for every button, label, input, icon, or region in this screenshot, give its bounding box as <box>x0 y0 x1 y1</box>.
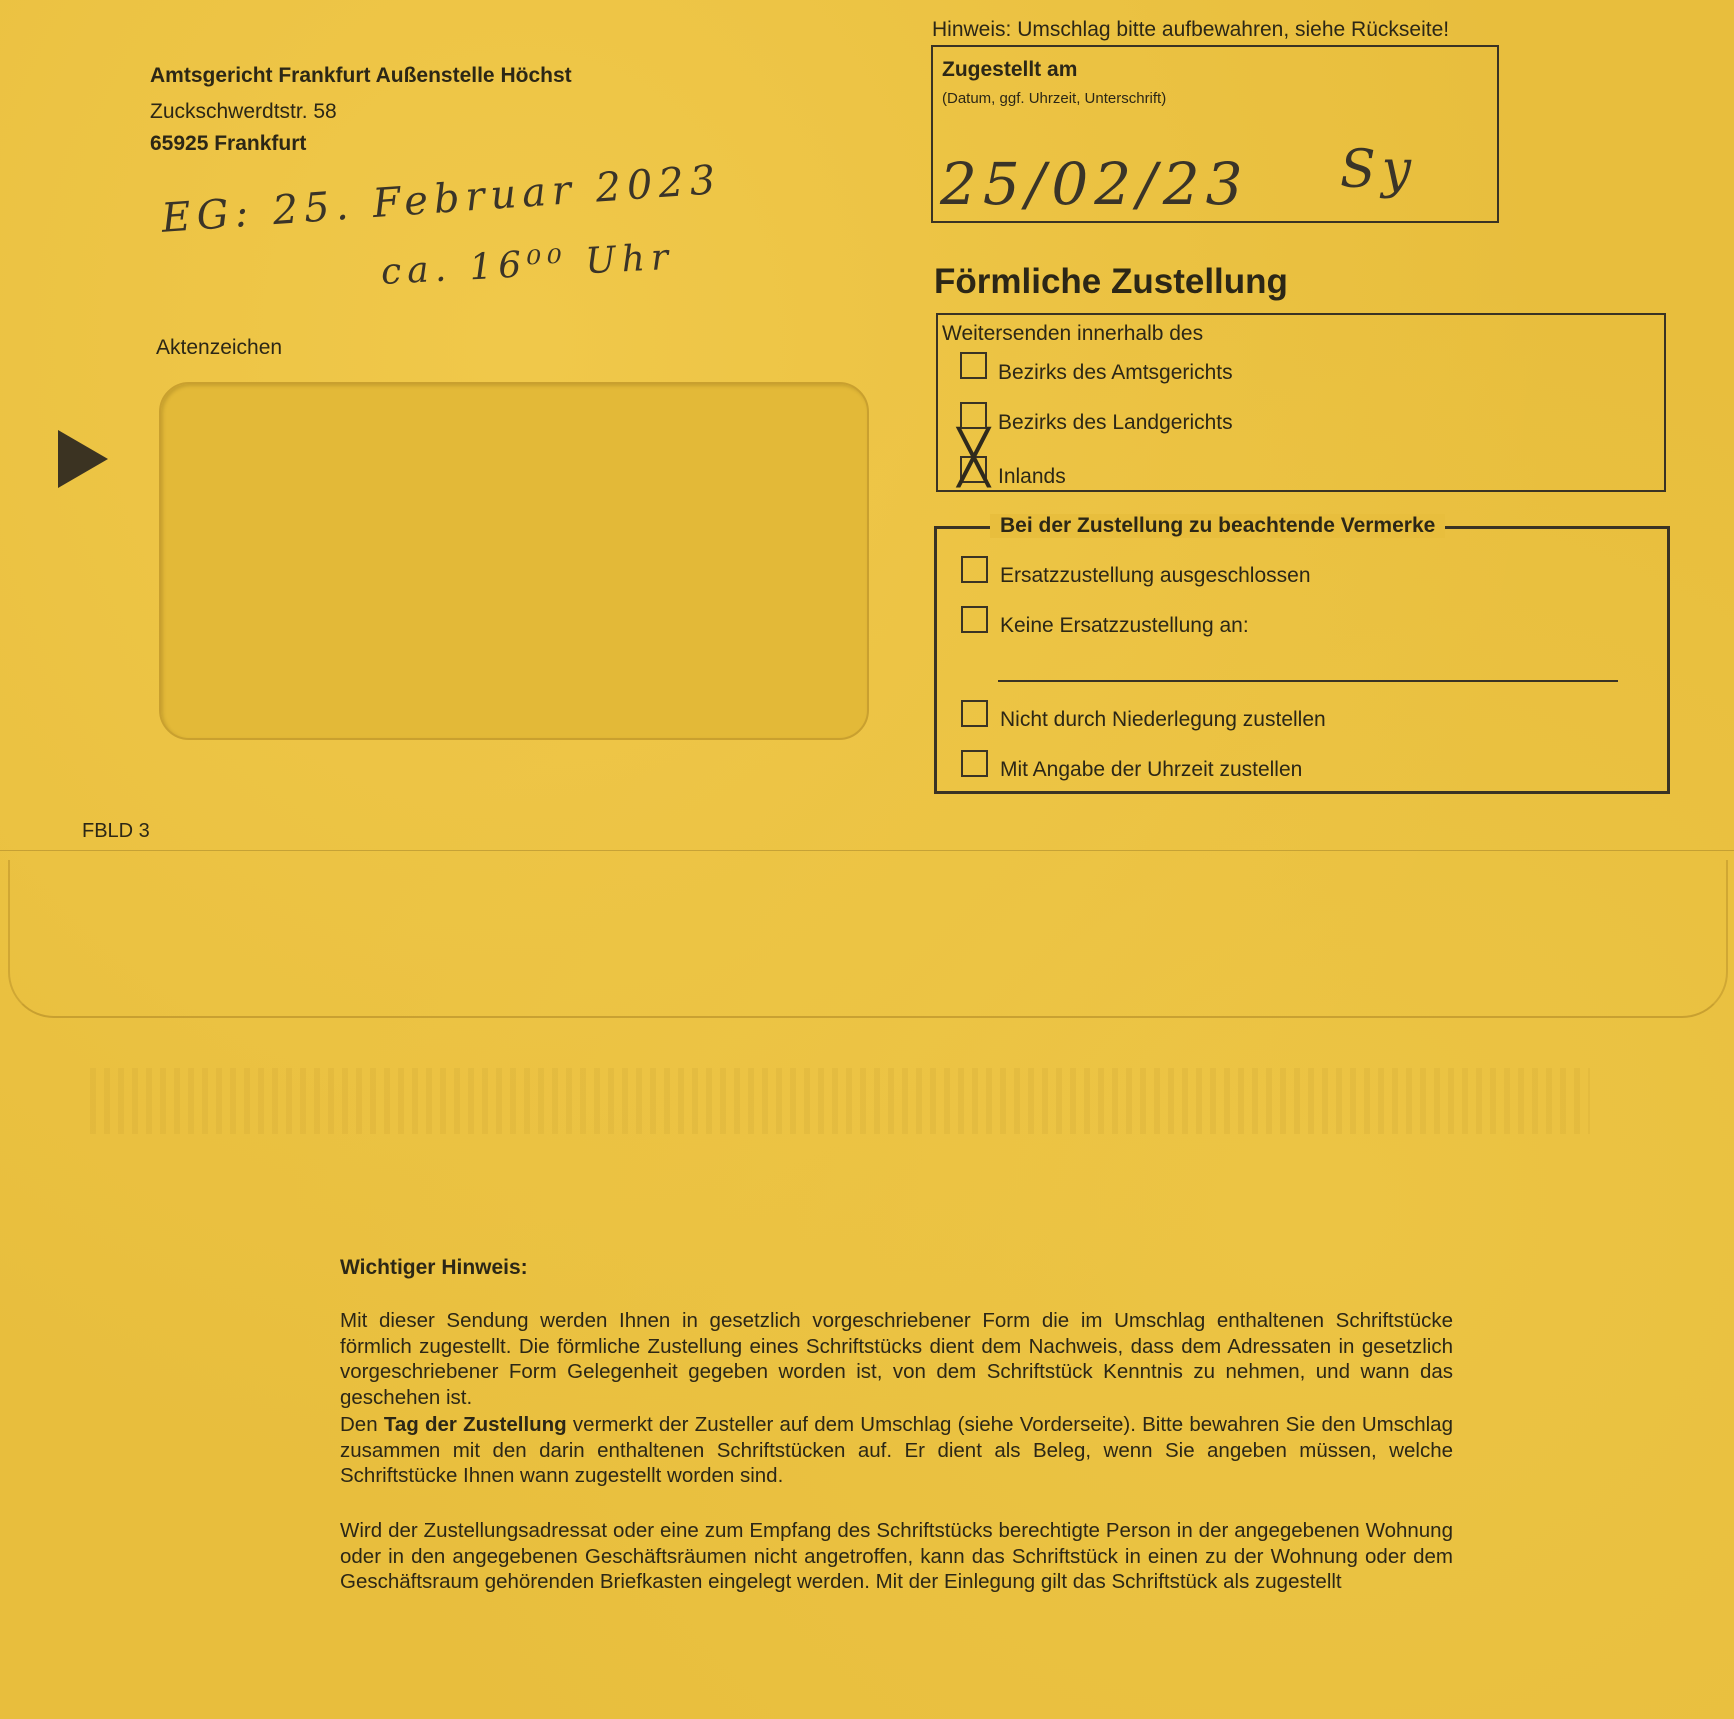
zugestellt-title: Zugestellt am <box>942 58 1078 81</box>
zugestellt-signature: Sy <box>1340 140 1417 200</box>
sender-city: 65925 Frankfurt <box>150 132 307 155</box>
checkbox-niederlegung[interactable] <box>961 700 988 727</box>
weitersenden-title: Weitersenden innerhalb des <box>942 322 1204 345</box>
wichtig-p2-post: vermerkt der Zusteller auf dem Umschlag (siehe Vorderseite). Bitte bewahren Sie den Umschlag zusammen mit den darin enthaltenen Schriftstücken auf. Er dient als Beleg, wenn Sie angeben müssen, welche Schriftstücke Ihnen wann zugestellt worden sind. <box>340 1413 1453 1487</box>
address-window <box>159 382 869 740</box>
form-code: FBLD 3 <box>82 820 150 842</box>
wichtig-title: Wichtiger Hinweis: <box>340 1256 528 1279</box>
sender-street: Zuckschwerdtstr. 58 <box>150 100 337 123</box>
checkbox-ersatz-ausgeschlossen[interactable] <box>961 556 988 583</box>
zugestellt-subtitle: (Datum, ggf. Uhrzeit, Unterschrift) <box>942 90 1167 107</box>
checkbox-label-landgericht: Bezirks des Landgerichts <box>998 411 1233 434</box>
triangle-arrow-icon <box>58 430 108 488</box>
page-title: Förmliche Zustellung <box>934 262 1288 301</box>
checkmark-x-icon: ╳ <box>958 428 990 488</box>
checkbox-label-ersatz-ausgeschlossen: Ersatzzustellung ausgeschlossen <box>1000 564 1311 587</box>
sender-name: Amtsgericht Frankfurt Außenstelle Höchst <box>150 64 572 87</box>
checkbox-label-inlands: Inlands <box>998 465 1066 488</box>
checkbox-label-uhrzeit: Mit Angabe der Uhrzeit zustellen <box>1000 758 1303 781</box>
fold-line <box>0 850 1734 851</box>
checkbox-keine-ersatz[interactable] <box>961 606 988 633</box>
wichtig-paragraph-2 <box>340 1412 1453 1489</box>
aktenzeichen-label: Aktenzeichen <box>156 336 283 359</box>
checkbox-label-niederlegung: Nicht durch Niederlegung zustellen <box>1000 708 1326 731</box>
zugestellt-date-handwritten: 25/02/23 <box>940 150 1249 218</box>
checkbox-label-keine-ersatz: Keine Ersatzzustellung an: <box>1000 614 1249 637</box>
checkbox-label-amtsgericht: Bezirks des Amtsgerichts <box>998 361 1233 384</box>
wichtig-p2-bold: Tag der Zustellung <box>383 1413 567 1436</box>
checkbox-amtsgericht[interactable] <box>960 352 987 379</box>
wichtig-paragraph-1: Mit dieser Sendung werden Ihnen in gesetzlich vorgeschriebener Form die im Umschlag enthaltenen Schriftstücke förmlich zugestellt. Die förmliche Zustellung eines Schriftstücks dient dem Nachweis, dass dem Adressaten in gesetzlich vorgeschriebener Form Gelegenheit gegeben worden ist, von dem Schriftstück Kenntnis zu nehmen, und wann das geschehen ist. <box>340 1309 1453 1409</box>
show-through-print <box>90 1068 1590 1134</box>
checkbox-uhrzeit[interactable] <box>961 750 988 777</box>
vermerke-title: Bei der Zustellung zu beachtende Vermerke <box>990 514 1445 538</box>
envelope-flap <box>8 860 1728 1018</box>
hinweis-top: Hinweis: Umschlag bitte aufbewahren, siehe Rückseite! <box>932 18 1450 41</box>
ersatz-recipient-line <box>998 680 1618 682</box>
checkbox-landgericht[interactable] <box>960 402 987 429</box>
handwritten-receipt-date: EG: 25. Februar 2023 <box>160 156 723 242</box>
wichtig-p2-pre: Den <box>340 1413 384 1436</box>
handwritten-receipt-time: ca. 16⁰⁰ Uhr <box>380 236 676 293</box>
wichtig-paragraph-3: Wird der Zustellungsadressat oder eine zum Empfang des Schriftstücks berechtigte Person in der angegebenen Wohnung oder in den angegebenen Geschäftsräumen nicht angetroffen, kann das Schriftstück in einen zu der Wohnung oder dem Geschäftsraum gehörenden Briefkasten eingelegt werden. Mit der Einlegung gilt das Schriftstück als zugestellt <box>340 1519 1453 1593</box>
